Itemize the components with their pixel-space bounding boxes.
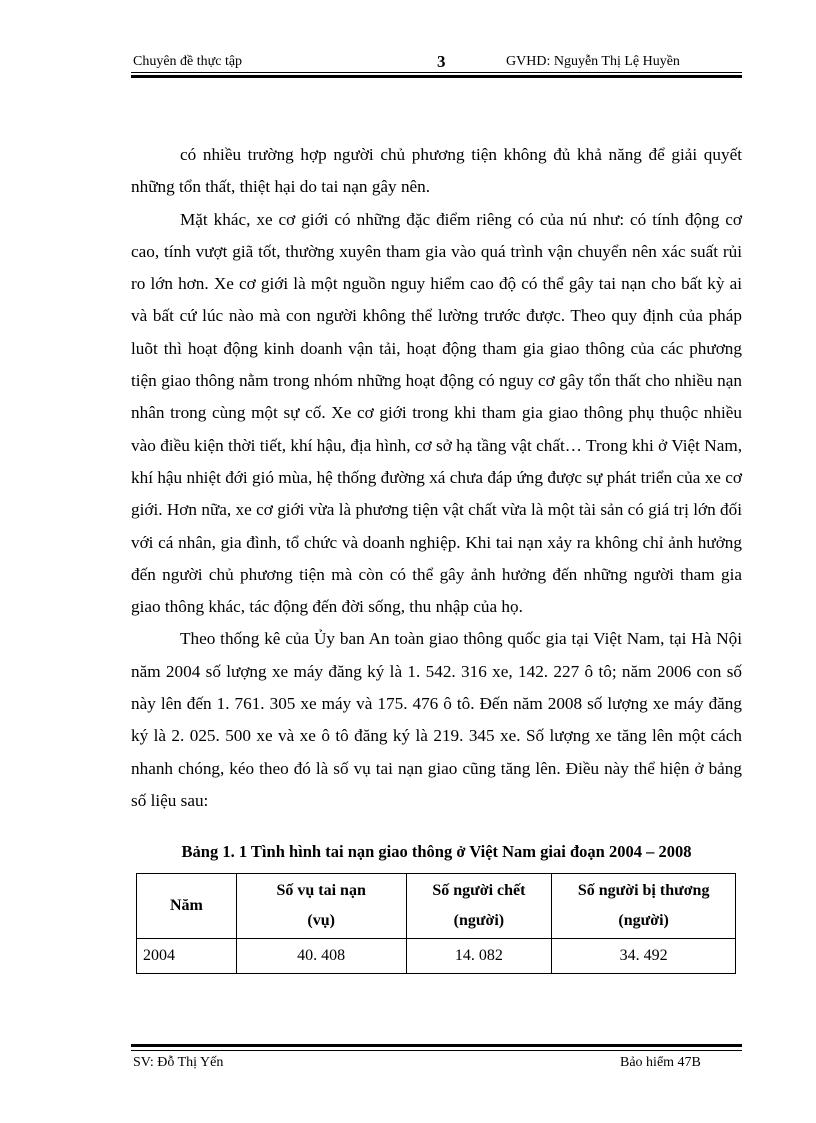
paragraph: Mặt khác, xe cơ giới có những đặc điểm riêng có của nú như: có tính động cơ cao, tính vượt giã tốt, thường xuyên tham gia vào quá trình vận chuyển nên xác suất rủi ro lớn hơn. Xe cơ giới là một nguồn nguy hiểm cao độ có thể gây tai nạn cho bất kỳ ai và bất cứ lúc nào mà con người không thể lường trước được. Theo quy định của pháp luõt thì hoạt động kinh doanh vận tải, hoạt động tham gia giao thông của các phương tiện giao thông nằm trong nhóm những hoạt động có nguy cơ gây tổn thất cho nhiều nạn nhân trong cùng một sự cố. Xe cơ giới trong khi tham gia giao thông phụ thuộc nhiều vào điều kiện thời tiết, khí hậu, địa hình, cơ sở hạ tầng vật chất… Trong khi ở Việt Nam, khí hậu nhiệt đới gió mùa, hệ thống đường xá chưa đáp ứng được sự phát triển của xe cơ giới. Hơn nữa, xe cơ giới vừa là phương tiện vật chất vừa là một tài sản có giá trị lớn đối với cá nhân, gia đình, tổ chức và doanh nghiệp. Khi tai nạn xảy ra không chỉ ảnh hưởng đến người chủ phương tiện mà còn có thể gây ảnh hưởng đến những người tham gia giao thông khác, tác động đến đời sống, thu nhập của họ.: [131, 209, 742, 617]
cell-accidents: 40. 408: [236, 939, 406, 974]
footer-class: Bảo hiểm 47B: [620, 1055, 701, 1070]
footer-rule-thick: [131, 1044, 742, 1047]
cell-injuries: 34. 492: [552, 939, 736, 974]
table-header-row: [137, 874, 736, 939]
column-header-accidents: Số vụ tai nạn (vụ): [236, 874, 406, 939]
header-rule-thin: [131, 72, 742, 73]
footer-rule-thin: [131, 1050, 742, 1051]
header-advisor: GVHD: Nguyễn Thị Lệ Huyền: [506, 54, 680, 69]
table-caption: Bảng 1. 1 Tình hình tai nạn giao thông ở Việt Nam giai đoạn 2004 – 2008: [181, 842, 692, 861]
column-header-year: Năm: [137, 874, 237, 939]
column-header-injuries: Số người bị thương (người): [552, 874, 736, 939]
document-body: [131, 139, 742, 817]
page-header: [131, 52, 741, 74]
header-subject: Chuyên đề thực tập: [133, 54, 243, 69]
accident-statistics-table: [136, 873, 736, 974]
page-number: 3: [437, 52, 446, 71]
footer-student: SV: Đỗ Thị Yến: [133, 1055, 224, 1070]
cell-year: 2004: [137, 939, 237, 974]
table-row: [137, 939, 736, 974]
header-rule-thick: [131, 75, 742, 78]
paragraph: Theo thống kê của Ủy ban An toàn giao thông quốc gia tại Việt Nam, tại Hà Nội năm 2004 số lượng xe máy đăng ký là 1. 542. 316 xe, 142. 227 ô tô; năm 2006 con số này lên đến 1. 761. 305 xe máy và 175. 476 ô tô. Đến năm 2008 số lượng xe máy đăng ký là 2. 025. 500 xe và xe ô tô đăng ký là 219. 345 xe. Số lượng xe tăng lên một cách nhanh chóng, kéo theo đó là số vụ tai nạn giao cũng tăng lên. Điều này thể hiện ở bảng số liệu sau:: [131, 629, 742, 810]
column-header-deaths: Số người chết (người): [406, 874, 552, 939]
paragraph: có nhiều trường hợp người chủ phương tiện không đủ khả năng để giải quyết những tổn thất, thiệt hại do tai nạn gây nên.: [131, 145, 742, 197]
cell-deaths: 14. 082: [406, 939, 552, 974]
